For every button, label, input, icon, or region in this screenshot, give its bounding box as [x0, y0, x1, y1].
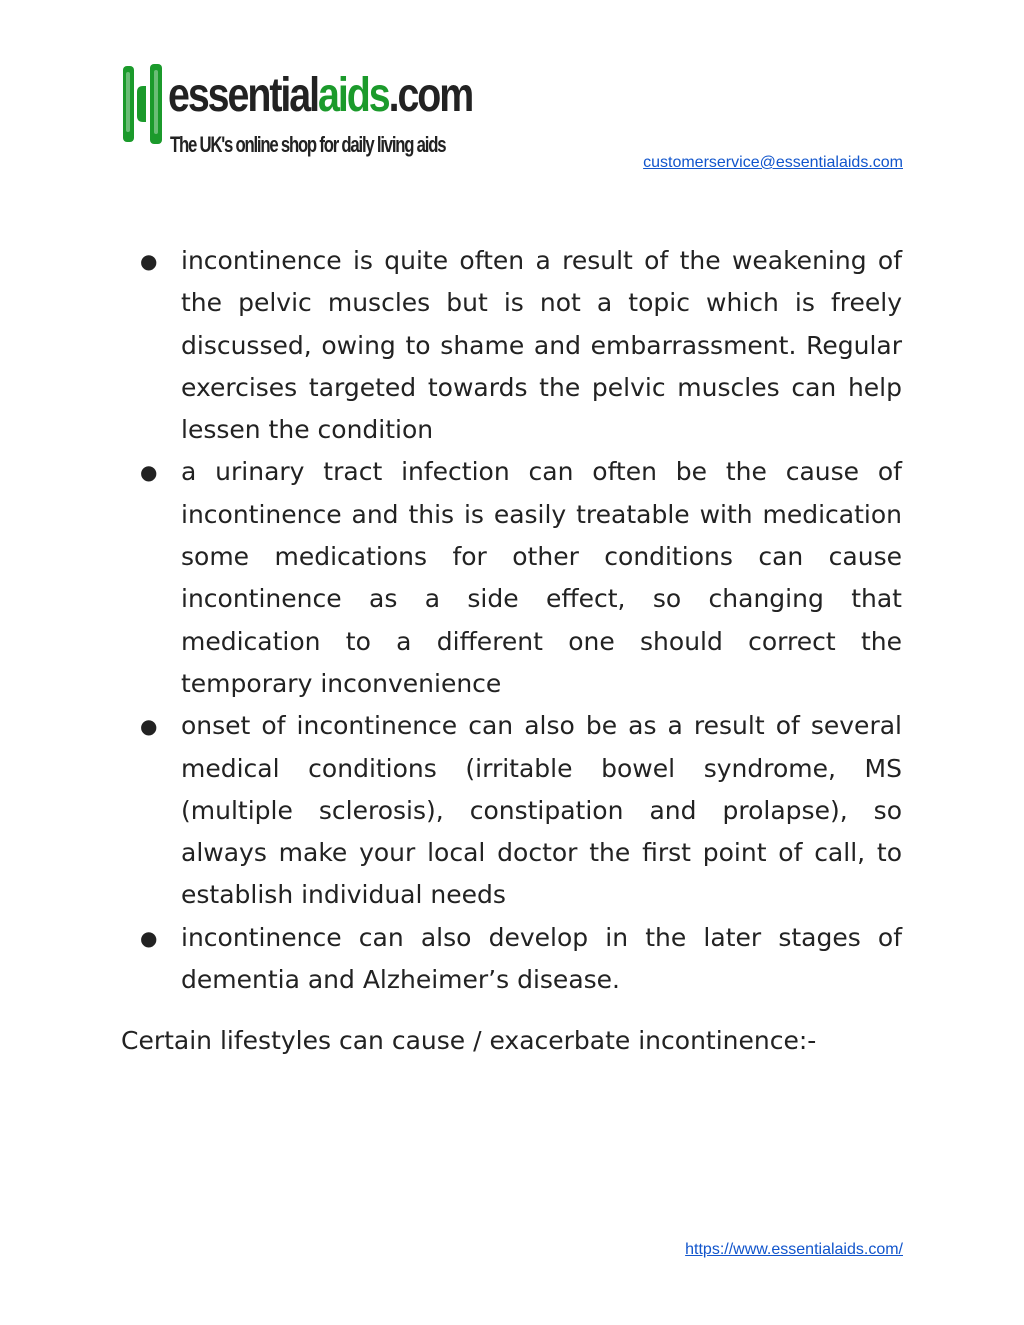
logo-wordmark	[168, 68, 472, 124]
bullet-text: onset of incontinence can also be as a result of several medical conditions (irritable bowel syndrome, MS (multiple sclerosis), constipation and prolapse), so always make your local doctor the first point of call, to establish individual needs	[181, 711, 902, 910]
bullet-text: a urinary tract infection can often be the cause of incontinence and this is easily treatable with medication some medications for other conditions can cause incontinence as a side effect, so changing that medication to a different one should correct the temporary inconvenience	[181, 457, 902, 698]
bullet-item	[140, 917, 902, 1002]
bullet-dot-icon: ●	[140, 925, 158, 950]
bullet-item	[140, 705, 902, 916]
bullet-dot-icon: ●	[140, 460, 158, 485]
essentialaids-logo[interactable]	[122, 62, 473, 172]
bullet-item	[140, 451, 902, 705]
ead-monogram-icon	[122, 62, 166, 148]
logo-tagline: The UK's online shop for daily living aids	[170, 132, 446, 157]
customer-service-email-link[interactable]: customerservice@essentialaids.com	[643, 154, 903, 171]
logo-brand-suffix: .com	[388, 69, 473, 122]
section-heading: Certain lifestyles can cause / exacerbate incontinence:-	[121, 1026, 817, 1055]
logo-brand-prefix: essential	[168, 69, 319, 122]
bullet-dot-icon: ●	[140, 249, 158, 273]
bullet-text: incontinence can also develop in the later stages of dementia and Alzheimer’s disease.	[181, 922, 902, 995]
bullet-list	[140, 240, 902, 1001]
bullet-dot-icon: ●	[140, 714, 158, 739]
bullet-text: incontinence is quite often a result of the weakening of the pelvic muscles but is not a topic which is freely discussed, owing to shame and embarrassment. Regular exercises targeted towards the pelvic muscles can help lessen the condition	[181, 246, 902, 445]
logo-brand-accent: aids	[318, 69, 389, 122]
bullet-item	[140, 240, 902, 451]
website-url-link[interactable]: https://www.essentialaids.com/	[685, 1241, 903, 1258]
